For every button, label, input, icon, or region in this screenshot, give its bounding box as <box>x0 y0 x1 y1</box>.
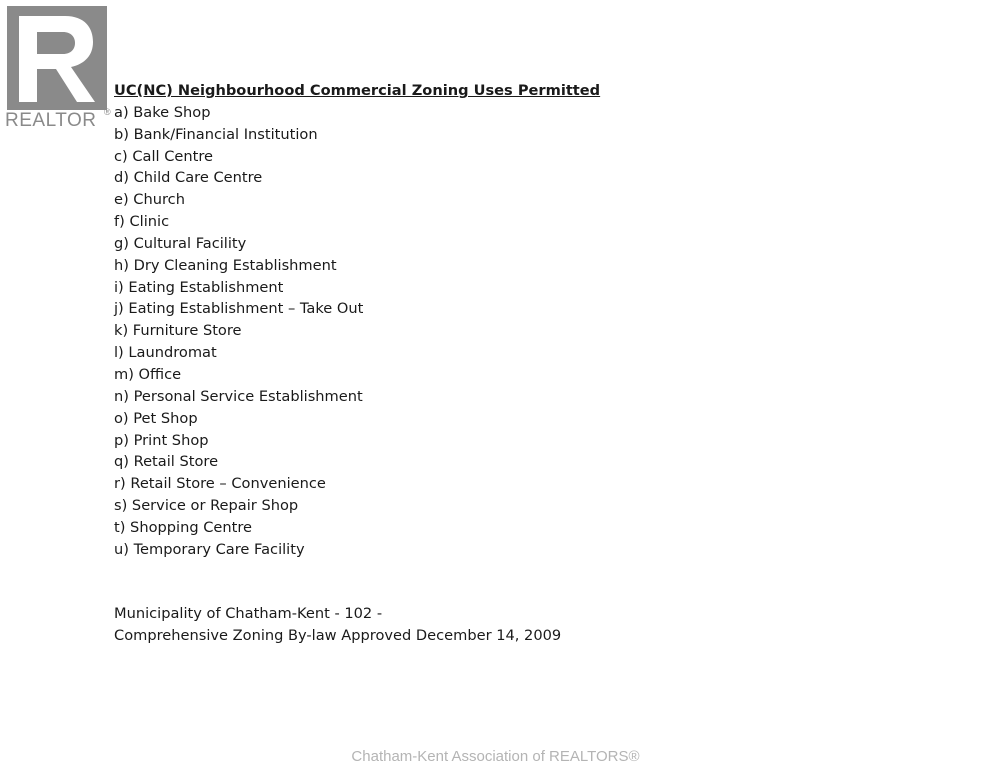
list-item: m) Office <box>114 365 182 383</box>
list-item: e) Church <box>114 191 185 209</box>
list-item: b) Bank/Financial Institution <box>114 125 318 143</box>
realtor-logo <box>5 6 117 136</box>
list-item: f) Clinic <box>114 213 170 231</box>
registered-mark: ® <box>104 107 111 117</box>
list-item: k) Furniture Store <box>114 322 242 340</box>
list-item: s) Service or Repair Shop <box>114 497 299 515</box>
realtor-wordmark: REALTOR <box>5 110 97 131</box>
list-item: j) Eating Establishment – Take Out <box>114 300 364 318</box>
footer-bylaw: Comprehensive Zoning By-law Approved December 14, 2009 <box>114 627 562 644</box>
list-item: l) Laundromat <box>114 344 217 362</box>
list-item: o) Pet Shop <box>114 409 198 427</box>
list-item: t) Shopping Centre <box>114 518 253 536</box>
list-item: n) Personal Service Establishment <box>114 387 363 405</box>
list-item: r) Retail Store – Convenience <box>114 475 326 493</box>
list-item: i) Eating Establishment <box>114 278 284 296</box>
association-watermark: Chatham-Kent Association of REALTORS® <box>351 748 640 765</box>
list-item: q) Retail Store <box>114 453 219 471</box>
document-title: UC(NC) Neighbourhood Commercial Zoning Uses Permitted <box>114 82 601 99</box>
document-footer <box>114 603 561 647</box>
list-item: p) Print Shop <box>114 431 209 449</box>
list-item: h) Dry Cleaning Establishment <box>114 256 337 274</box>
list-item: u) Temporary Care Facility <box>114 540 305 558</box>
list-item: c) Call Centre <box>114 147 214 165</box>
list-item: d) Child Care Centre <box>114 169 263 187</box>
list-item: g) Cultural Facility <box>114 234 247 252</box>
permitted-uses-list <box>114 102 600 561</box>
zoning-document <box>114 80 600 561</box>
footer-municipality: Municipality of Chatham-Kent - 102 - <box>114 605 383 622</box>
list-item: a) Bake Shop <box>114 103 211 121</box>
realtor-r-icon <box>7 6 107 110</box>
